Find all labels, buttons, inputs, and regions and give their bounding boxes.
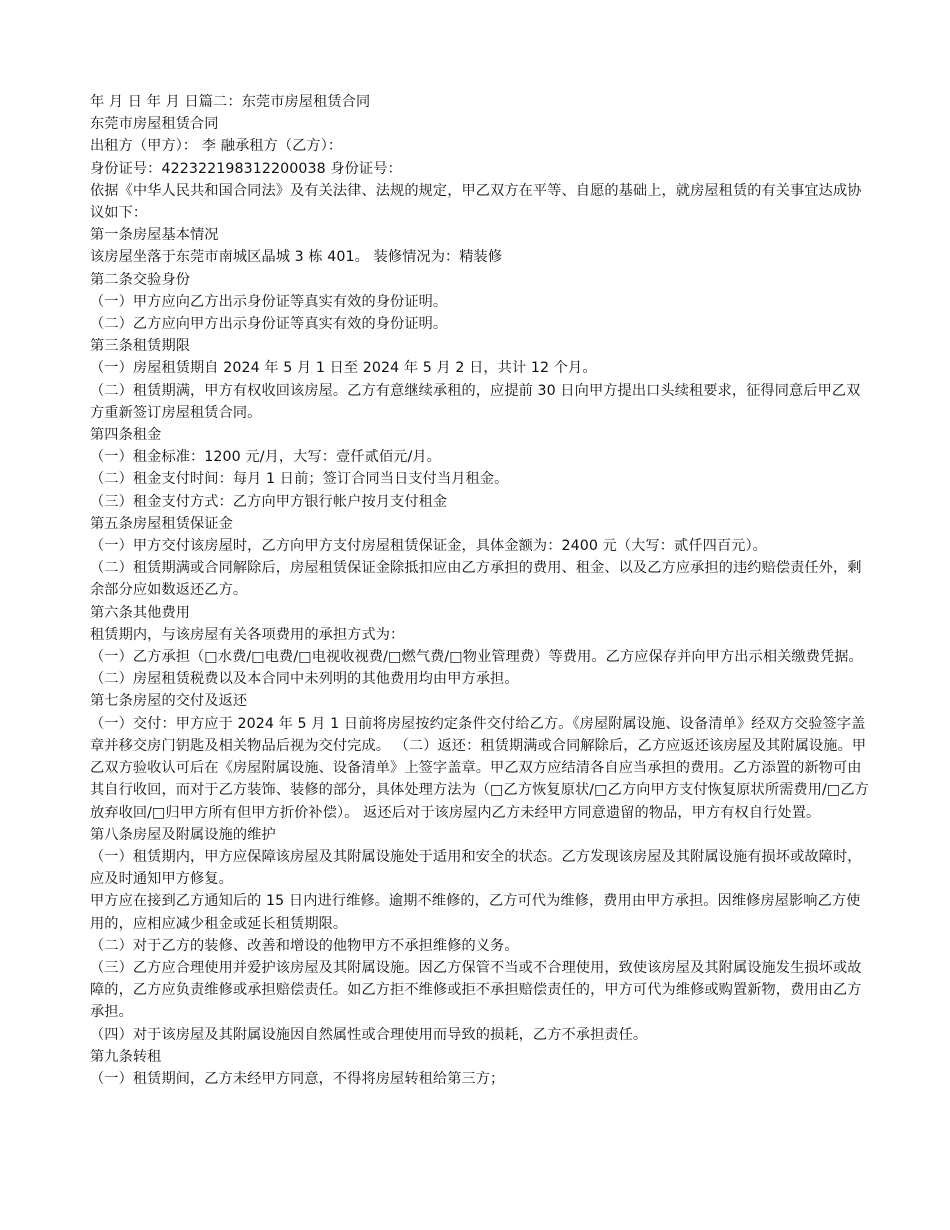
article-8-heading: 第八条房屋及附属设施的维护 <box>90 826 276 843</box>
preamble: 依据《中华人民共和国合同法》及有关法律、法规的规定，甲乙双方在平等、自愿的基础上，就房屋租赁的有关事宜达成协议如下： <box>90 182 862 222</box>
article-6-intro: 租赁期内，与该房屋有关各项费用的承担方式为： <box>90 626 405 643</box>
parties-line: 出租方（甲方）： 李 融承租方（乙方）： <box>90 138 343 155</box>
article-2-item-1: （一）甲方应向乙方出示身份证等真实有效的身份证明。 <box>90 293 448 310</box>
article-5-item-2: （二）租赁期满或合同解除后，房屋租赁保证金除抵扣应由乙方承担的费用、租金、以及乙方应承担的违约赔偿责任外，剩余部分应如数返还乙方。 <box>90 560 862 599</box>
article-3-item-1: （一）房屋租赁期自 2024 年 5 月 1 日至 2024 年 5 月 2 日，共计 12 个月。 <box>90 360 597 377</box>
article-1-text: 该房屋坐落于东莞市南城区晶城 3 栋 401。 装修情况为：精装修 <box>90 249 503 266</box>
article-5-item-1: （一）甲方交付该房屋时，乙方向甲方支付房屋租赁保证金，具体金额为：2400 元（大写：贰仟四百元）。 <box>90 538 767 555</box>
article-4-item-1: （一）租金标准：1200 元/月，大写：壹仟贰佰元/月。 <box>90 449 441 466</box>
article-5-heading: 第五条房屋租赁保证金 <box>90 515 233 532</box>
id-number-line: 身份证号：422322198312200038 身份证号： <box>90 160 402 177</box>
article-3-item-2: （二）租赁期满，甲方有权收回该房屋。乙方有意继续承租的，应提前 30 日向甲方提出口头续租要求，征得同意后甲乙双方重新签订房屋租赁合同。 <box>90 382 861 421</box>
article-7-text: （一）交付：甲方应于 2024 年 5 月 1 日前将房屋按约定条件交付给乙方。《房屋附属设施、设备清单》经双方交验签字盖章并移交房门钥匙及相关物品后视为交付完成。 （二）返还：租赁期满或合同解除后，乙方应返还该房屋及其附属设施。甲乙双方验收认可后在《房屋附属设施、设备清单》上签字盖章。甲乙双方应结清各自应当承担的费用。乙方添置的新物可由其自行收回，而对于乙方装饰、装修的部分，具体处理方法为（□乙方恢复原状/□乙方向甲方支付恢复原状所需费用/□乙方放弃收回/□归甲方所有但甲方折价补偿）。 返还后对于该房屋内乙方未经甲方同意遗留的物品，甲方有权自行处置。 <box>90 715 869 821</box>
article-6-item-1: （一）乙方承担（□水费/□电费/□电视收视费/□燃气费/□物业管理费）等费用。乙方应保存并向甲方出示相关缴费凭据。 <box>90 649 863 666</box>
article-8-item-4: （四）对于该房屋及其附属设施因自然属性或合理使用而导致的损耗，乙方不承担责任。 <box>90 1026 648 1043</box>
article-8-item-1-cont: 甲方应在接到乙方通知后的 15 日内进行维修。逾期不维修的，乙方可代为维修，费用由甲方承担。因维修房屋影响乙方使用的，应相应减少租金或延长租赁期限。 <box>90 893 861 932</box>
article-8-item-1: （一）租赁期内，甲方应保障该房屋及其附属设施处于适用和安全的状态。乙方发现该房屋及其附属设施有损坏或故障时，应及时通知甲方修复。 <box>90 848 862 888</box>
article-6-item-2: （二）房屋租赁税费以及本合同中未列明的其他费用均由甲方承担。 <box>90 671 519 688</box>
article-6-heading: 第六条其他费用 <box>90 604 191 621</box>
article-1-heading: 第一条房屋基本情况 <box>90 227 219 244</box>
doc-line-header: 年 月 日 年 月 日篇二：东莞市房屋租赁合同 <box>90 94 371 110</box>
article-9-heading: 第九条转租 <box>90 1048 162 1065</box>
article-8-item-3: （三）乙方应合理使用并爱护该房屋及其附属设施。因乙方保管不当或不合理使用，致使该房屋及其附属设施发生损坏或故障的，乙方应负责维修或承担赔偿责任。如乙方拒不维修或拒不承担赔偿责任的，甲方可代为维修或购置新物，费用由乙方承担。 <box>90 959 862 1021</box>
article-2-item-2: （二）乙方应向甲方出示身份证等真实有效的身份证明。 <box>90 316 448 333</box>
doc-title: 东莞市房屋租赁合同 <box>90 116 219 133</box>
article-2-heading: 第二条交验身份 <box>90 271 191 288</box>
article-4-item-2: （二）租金支付时间：每月 1 日前；签订合同当日支付当月租金。 <box>90 471 509 488</box>
article-3-heading: 第三条租赁期限 <box>90 338 191 355</box>
article-8-item-2: （二）对于乙方的装修、改善和增设的他物甲方不承担维修的义务。 <box>90 937 519 954</box>
article-4-heading: 第四条租金 <box>90 427 162 444</box>
contract-document <box>90 91 870 1090</box>
article-4-item-3: （三）租金支付方式：乙方向甲方银行帐户按月支付租金 <box>90 493 448 510</box>
article-9-item-1: （一）租赁期间，乙方未经甲方同意，不得将房屋转租给第三方； <box>90 1070 505 1087</box>
article-7-heading: 第七条房屋的交付及返还 <box>90 693 248 710</box>
